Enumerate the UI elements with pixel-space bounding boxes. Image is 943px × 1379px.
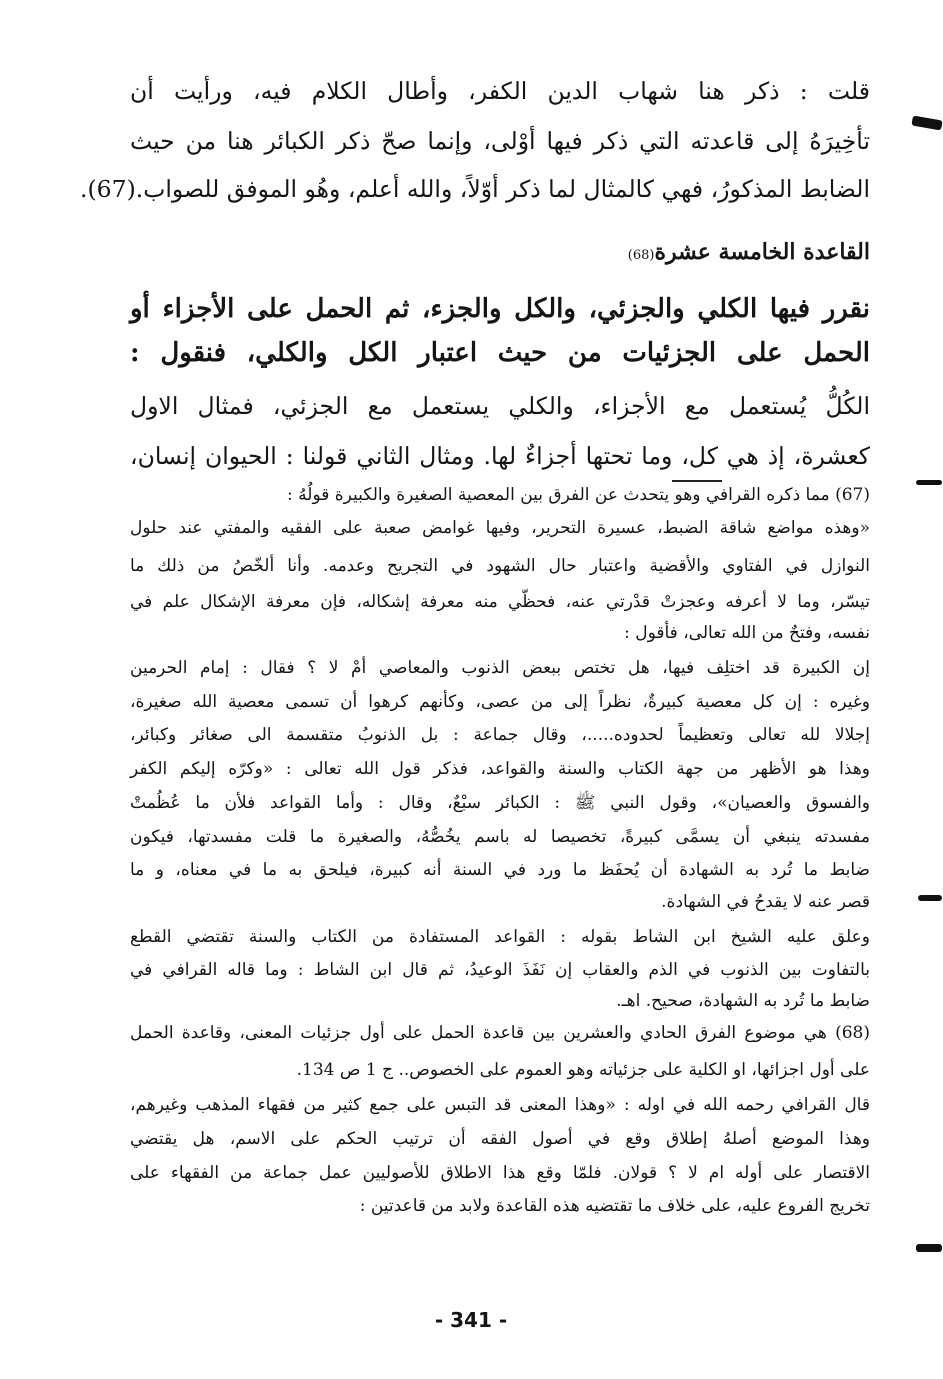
footnote-line: وهذا هو الأظهر من جهة الكتاب والسنة والقواعد، فذكر قول الله تعالى : «وكرّه إليكم الكفر [130,759,870,779]
scan-edge-mark [918,895,942,901]
footnote-line: الاقتصار على أوله ام لا ؟ قولان. فلمّا وقع هذا الاطلاق للأصوليين عمل جماعة من الفقهاء على [130,1163,870,1183]
footnote-line: ضابط ما تُرد به الشهادة أن يُحفَظ ما ورد في السنة أنه كبيرة، فيلحق به ما في معناه، و ما [130,860,870,880]
footnote-number-68: (68) [835,1023,870,1043]
footnote-line: وعلق عليه الشيخ ابن الشاط بقوله : القواعد المستفادة من الكتاب والسنة تقتضي القطع [130,927,870,947]
intro-line: نقرر فيها الكلي والجزئي، والكل والجزء، ثم الحمل على الأجزاء أو [130,294,870,324]
footnote-text: هي موضوع الفرق الحادي والعشرين بين قاعدة الحمل على أول جزئيات المعنى، وقاعدة الحمل [130,1023,827,1043]
footnote-line: ضابط ما تُرد به الشهادة، صحيح. اهـ. [616,991,870,1011]
body-line: تأخِيرَهُ إلى قاعدته التي ذكر فيها أوْلى، وإنما صحّ ذكر الكبائر هنا من حيث [130,127,870,155]
footnote-line: تخريج الفروع عليه، على خلاف ما تقتضيه هذه القاعدة ولابد من قاعدتين : [359,1196,870,1216]
footnote-line: بالتفاوت بين الذنوب في الذم والعقاب إن نَفَذَ الوعيدُ، ثم قال ابن الشاط : وما قاله القرافي في [130,960,870,980]
footnote-line: وهذا الموضع أصلهُ إطلاق وقع في أصول الفقه أن ترتيب الحكم على الاسم، هل يقتضي [130,1129,870,1149]
footnote-line: والفسوق والعصيان»، وقول النبي ﷺ : الكبائر سبْعٌ، وقال : وأما القواعد فلأن ما عُظُمتْ [130,793,870,813]
intro-line: الحمل على الجزئيات من حيث اعتبار الكل والكلي، فنقول : [130,338,870,368]
underline [672,480,722,482]
footnote-line: قال القرافي رحمه الله في اوله : «وهذا المعنى قد التبس على جمع كثير من فقهاء المذهب وغيرهم، [130,1095,870,1115]
footnote-line: مفسدته ينبغي أن يسمَّى كبيرةً، تخصيصا له باسم يخُصُّهُ، والصغيرة ما قلت مفسدتها، فيكون [130,827,870,847]
footnote-line: نفسه، وفتحٌ من الله تعالى، فأقول : [624,623,870,643]
footnote-line: تيسّر، وما لا أعرفه وعجزتْ قدْرتي عنه، فحظّي منه معرفة إشكاله، فإن معرفة الإشكال علم في [130,592,870,612]
footnote-text: مما ذكره القرافي وهو يتحدث عن الفرق بين المعصية الصغيرة والكبيرة قولُهُ : [287,485,830,505]
section-heading [628,239,870,265]
footnote-line: النوازل في الفتاوي والأقضية واعتبار حال الشهود في التجريح وعدمه. وأنا ألخّصُ من ذلك ما [130,556,870,576]
body-line: قلت : ذكر هنا شهاب الدين الكفر، وأطال الكلام فيه، ورأيت أن [130,77,870,105]
scan-edge-mark [916,480,942,485]
footnote-line: «وهذه مواضع شاقة الضبط، عسيرة التحرير، وفيها غوامض صعبة على الفقيه والمفتي عند حلول [130,518,870,538]
footnote-line: إن الكبيرة قد اختلِف فيها، هل تختص ببعض الذنوب والمعاصي أمْ لا ؟ فقال : إمام الحرمين [130,658,870,678]
body-line: كعشرة، إذ هي كل، وما تحتها أجزاءٌ لها. ومثال الثاني قولنا : الحيوان إنسان، [130,442,870,470]
scan-edge-mark [911,115,942,130]
footnote-ref-68: (68) [627,248,655,263]
footnote-number-67: (67) [835,485,870,505]
body-line: الضابط المذكورُ، فهي كالمثال لما ذكر أوّلاً، والله أعلم، وهُو الموفق للصواب.(67). [80,175,870,203]
footnote-line: إجلالا لله تعالى وتعظيماً لحدوده.....، وقال جماعة : بل الذنوبُ متقسمة الى صغائر وكبائر، [130,725,870,745]
footnote-67-first-line [130,487,870,504]
footnote-line: وغيره : إن كل معصية كبيرةٌ، نظراً إلى من عصى، وكأنهم كرهوا أن تسمى معصية الله صغيرة، [130,692,870,712]
footnote-line: قصر عنه لا يقدحُ في الشهادة. [661,892,870,912]
footnote-68-first-line [130,1025,870,1042]
heading-title: القاعدة الخامسة عشرة [654,239,870,265]
page-number: - 341 - [434,1308,508,1332]
footnote-line: على أول اجزائها، او الكلية على جزئياته وهو العموم على الخصوص.. ج 1 ص 134. [296,1060,870,1080]
body-line: الكُلُّ يُستعمل مع الأجزاء، والكلي يستعمل مع الجزئي، فمثال الاول [130,392,870,420]
scan-edge-mark [916,1244,942,1252]
